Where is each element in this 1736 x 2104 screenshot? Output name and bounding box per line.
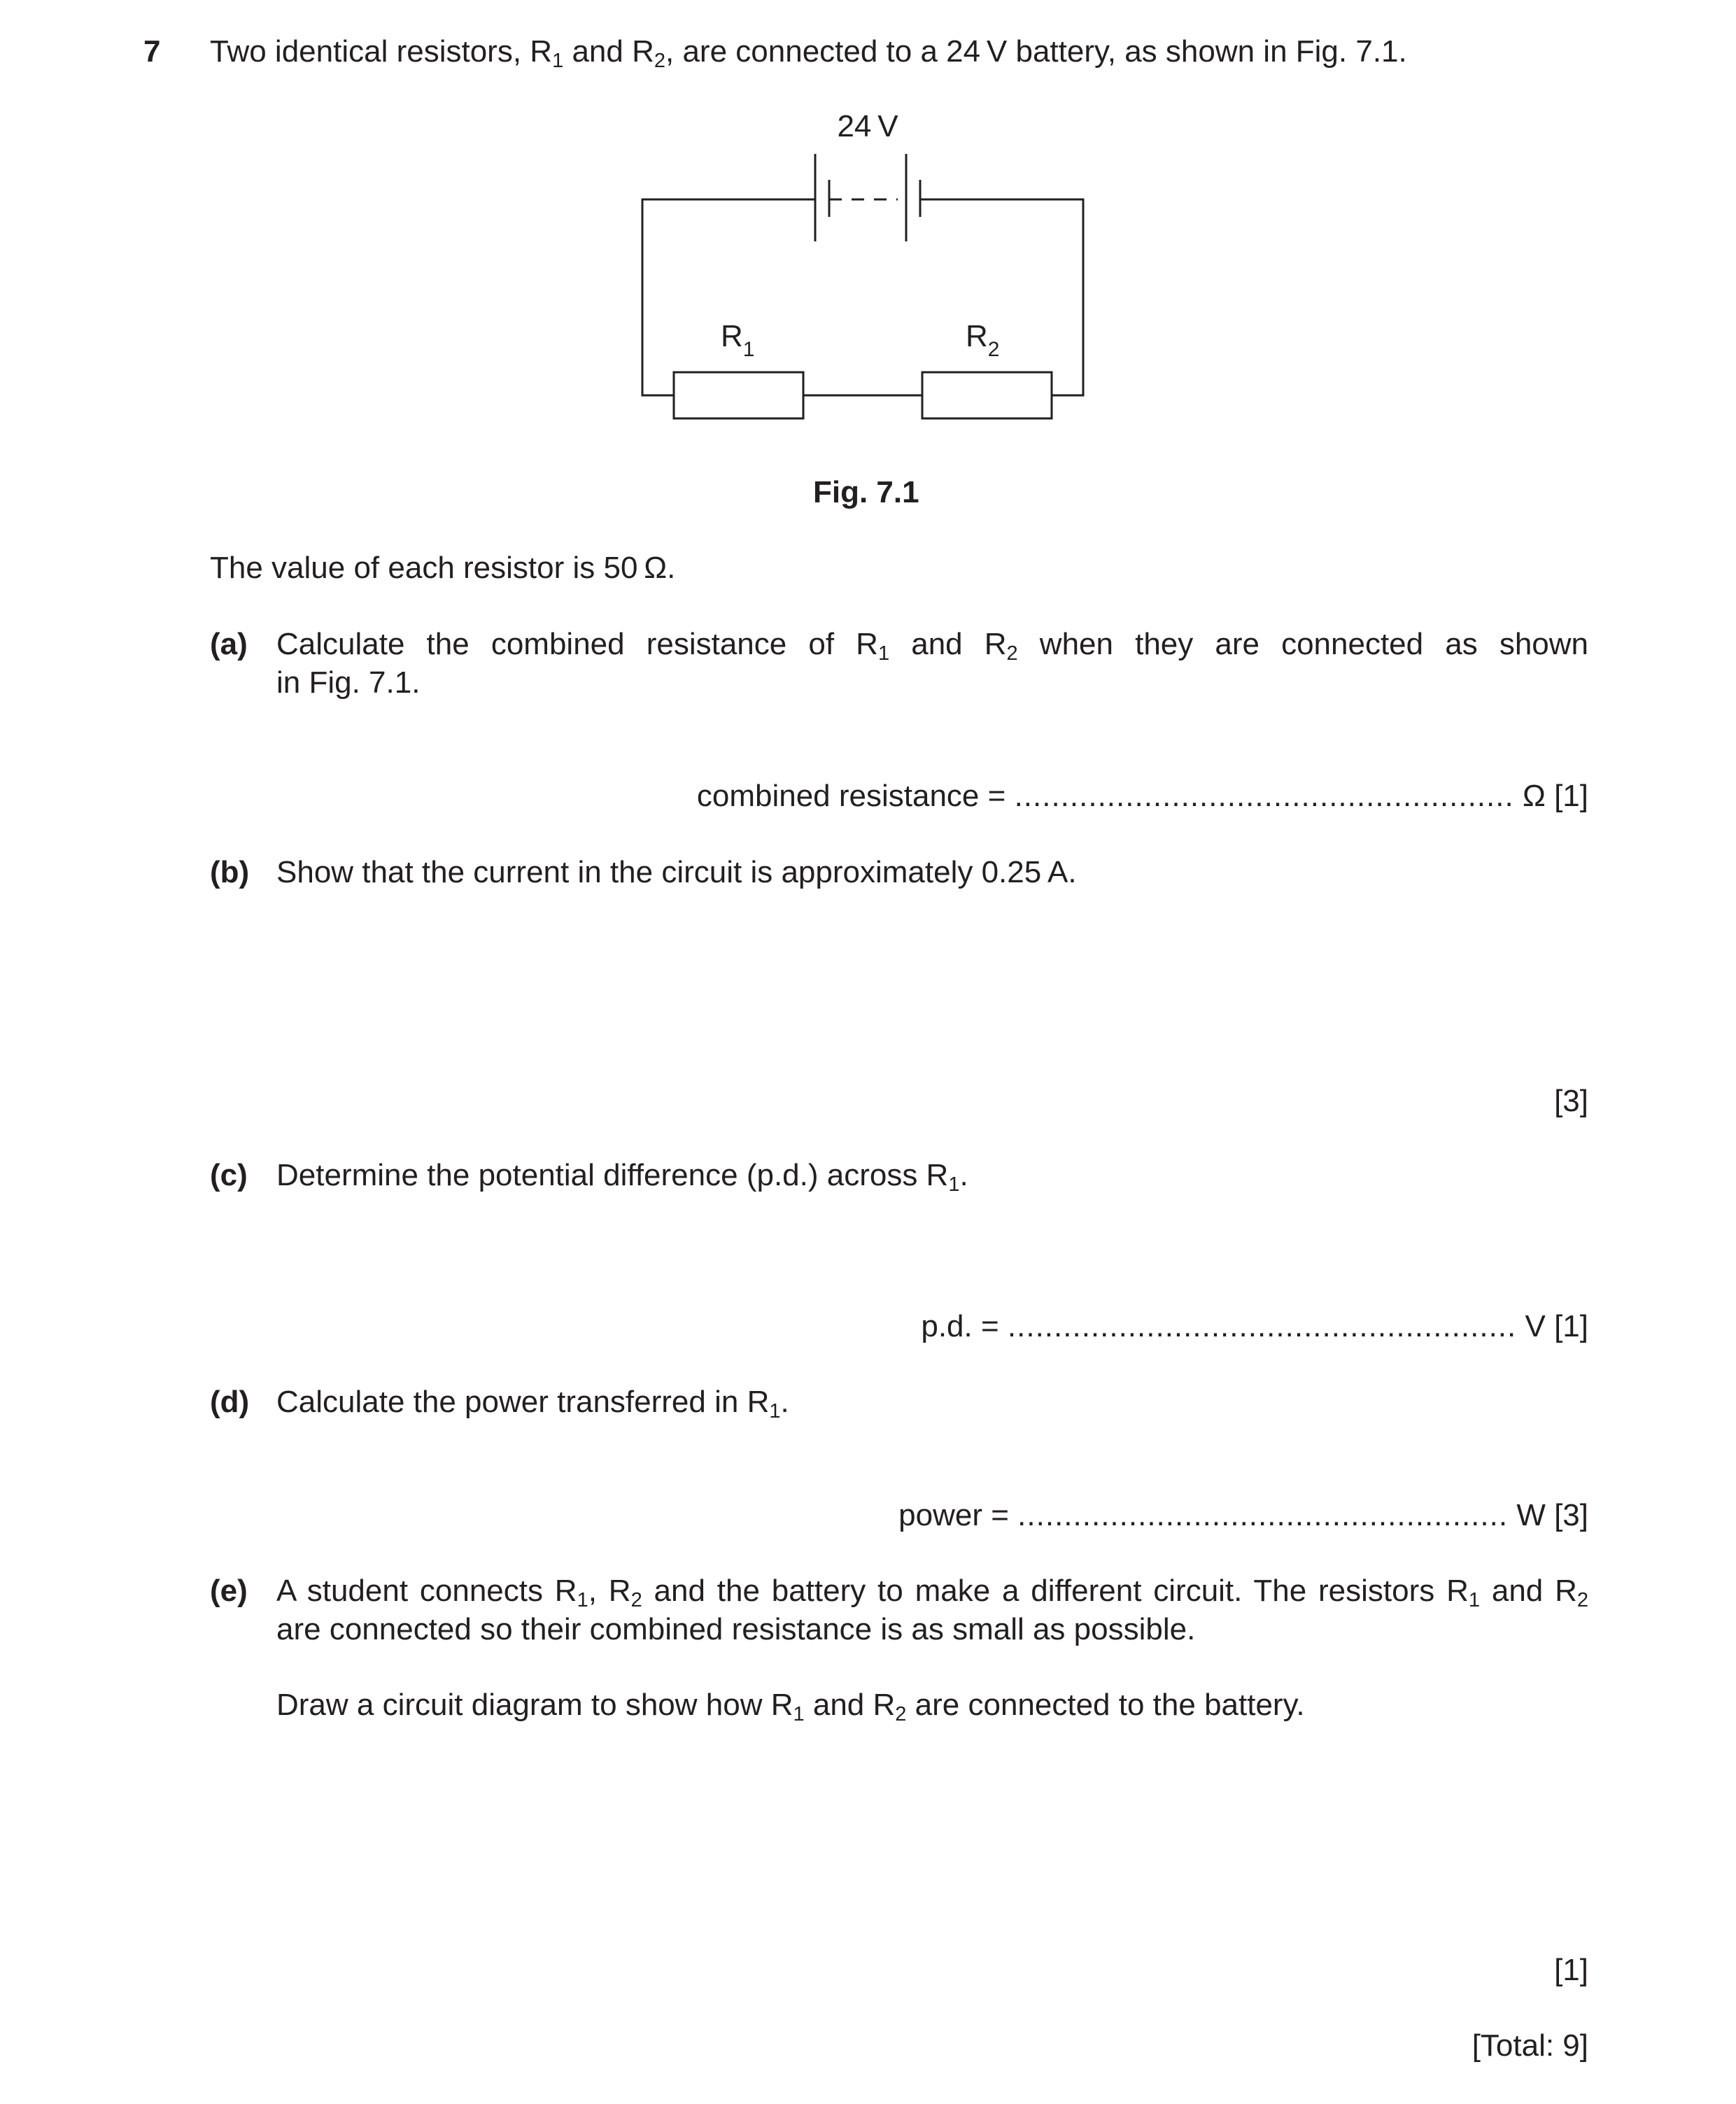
part-a-answer-line bbox=[697, 778, 1588, 815]
part-e-subscript: 1 bbox=[1468, 1589, 1481, 1612]
part-a-answer-label: combined resistance = bbox=[696, 779, 1006, 813]
part-e-instruction-text: and R bbox=[804, 1688, 896, 1722]
part-e-subscript: 2 bbox=[895, 1703, 907, 1726]
figure-caption: Fig. 7.1 bbox=[813, 475, 919, 509]
part-e-instruction-text: Draw a circuit diagram to show how R bbox=[276, 1688, 793, 1722]
intro-subscript: 2 bbox=[654, 50, 666, 73]
part-c-label: (c) bbox=[210, 1158, 248, 1192]
total-marks: [Total: 9] bbox=[1472, 2028, 1588, 2063]
part-d-answer-line bbox=[898, 1497, 1588, 1534]
part-a-answer-field[interactable]: ...................................................... bbox=[1014, 779, 1514, 813]
part-b-label: (b) bbox=[210, 855, 250, 889]
part-d-marks: [3] bbox=[1554, 1498, 1588, 1532]
part-c-text-part: . bbox=[959, 1158, 968, 1192]
part-c-text-part: Determine the potential difference (p.d.) across R bbox=[276, 1158, 949, 1192]
part-d-answer-label: power = bbox=[898, 1498, 1009, 1532]
part-c-answer-line bbox=[921, 1308, 1588, 1346]
part-e-text: and the battery to make a different circuit. The resistors R bbox=[642, 1574, 1469, 1608]
intro-subscript: 1 bbox=[552, 50, 564, 73]
part-c-text bbox=[276, 1157, 968, 1194]
part-a-text: and R bbox=[889, 627, 1007, 661]
part-e-subscript: 1 bbox=[793, 1703, 805, 1726]
part-e-subscript: 2 bbox=[630, 1589, 642, 1612]
part-b-marks: [3] bbox=[1554, 1084, 1588, 1118]
part-d-label: (d) bbox=[210, 1385, 250, 1419]
part-d-text-part: Calculate the power transferred in R bbox=[276, 1385, 770, 1419]
resistor-value-text: The value of each resistor is 50 Ω. bbox=[210, 551, 676, 585]
part-c-answer-unit: V bbox=[1525, 1309, 1546, 1343]
part-a-answer-unit: Ω bbox=[1522, 779, 1546, 813]
part-c-answer-field[interactable]: ....................................................... bbox=[1007, 1309, 1517, 1343]
part-a-marks: [1] bbox=[1554, 779, 1588, 813]
part-a-subscript: 1 bbox=[877, 642, 890, 665]
resistor-r1 bbox=[674, 372, 803, 418]
part-e-marks: [1] bbox=[1554, 1953, 1588, 1987]
wire-right bbox=[920, 199, 1083, 395]
part-e-text-line1 bbox=[276, 1573, 1588, 1610]
resistor-r2-label: $R_2$ bbox=[966, 319, 1000, 361]
circuit-diagram bbox=[630, 98, 1106, 427]
part-e-subscript: 1 bbox=[577, 1589, 588, 1612]
part-d-answer-field[interactable]: ..................................................... bbox=[1017, 1498, 1509, 1532]
resistor-r1-label: $R_1$ bbox=[721, 319, 755, 361]
part-c-subscript: 1 bbox=[948, 1173, 960, 1196]
part-c-answer-label: p.d. = bbox=[921, 1309, 999, 1343]
question-intro bbox=[210, 34, 1407, 71]
wire-left bbox=[642, 199, 815, 395]
part-a-text-line2: in Fig. 7.1. bbox=[276, 665, 421, 700]
battery-voltage-label: 24 V bbox=[837, 109, 898, 143]
intro-text: , are connected to a 24 V battery, as shown in Fig. 7.1. bbox=[665, 34, 1407, 69]
part-e-text: A student connects R bbox=[276, 1574, 577, 1608]
part-e-label: (e) bbox=[210, 1574, 248, 1608]
part-c-marks: [1] bbox=[1554, 1309, 1588, 1343]
intro-text: and R bbox=[563, 34, 654, 69]
part-a-subscript: 2 bbox=[1006, 642, 1018, 665]
part-a-label: (a) bbox=[210, 627, 248, 661]
part-e-instruction-text: are connected to the battery. bbox=[906, 1688, 1305, 1722]
part-e-text-line2: are connected so their combined resistance is as small as possible. bbox=[276, 1612, 1196, 1646]
part-e-instruction bbox=[276, 1687, 1305, 1724]
question-number: 7 bbox=[143, 34, 161, 69]
part-e-subscript: 2 bbox=[1576, 1589, 1589, 1612]
part-d-text-part: . bbox=[780, 1385, 789, 1419]
part-d-subscript: 1 bbox=[769, 1400, 781, 1423]
part-a-text: Calculate the combined resistance of R bbox=[276, 627, 878, 661]
part-a-text: when they are connected as shown bbox=[1017, 627, 1589, 661]
resistor-r2 bbox=[922, 372, 1052, 418]
intro-text: Two identical resistors, R bbox=[210, 34, 553, 69]
part-b-text: Show that the current in the circuit is approximately 0.25 A. bbox=[276, 855, 1077, 889]
part-e-text: , R bbox=[588, 1574, 631, 1608]
part-d-answer-unit: W bbox=[1516, 1498, 1546, 1532]
part-a-text-line1 bbox=[276, 626, 1588, 663]
part-d-text bbox=[276, 1384, 789, 1421]
part-e-text: and R bbox=[1480, 1574, 1577, 1608]
